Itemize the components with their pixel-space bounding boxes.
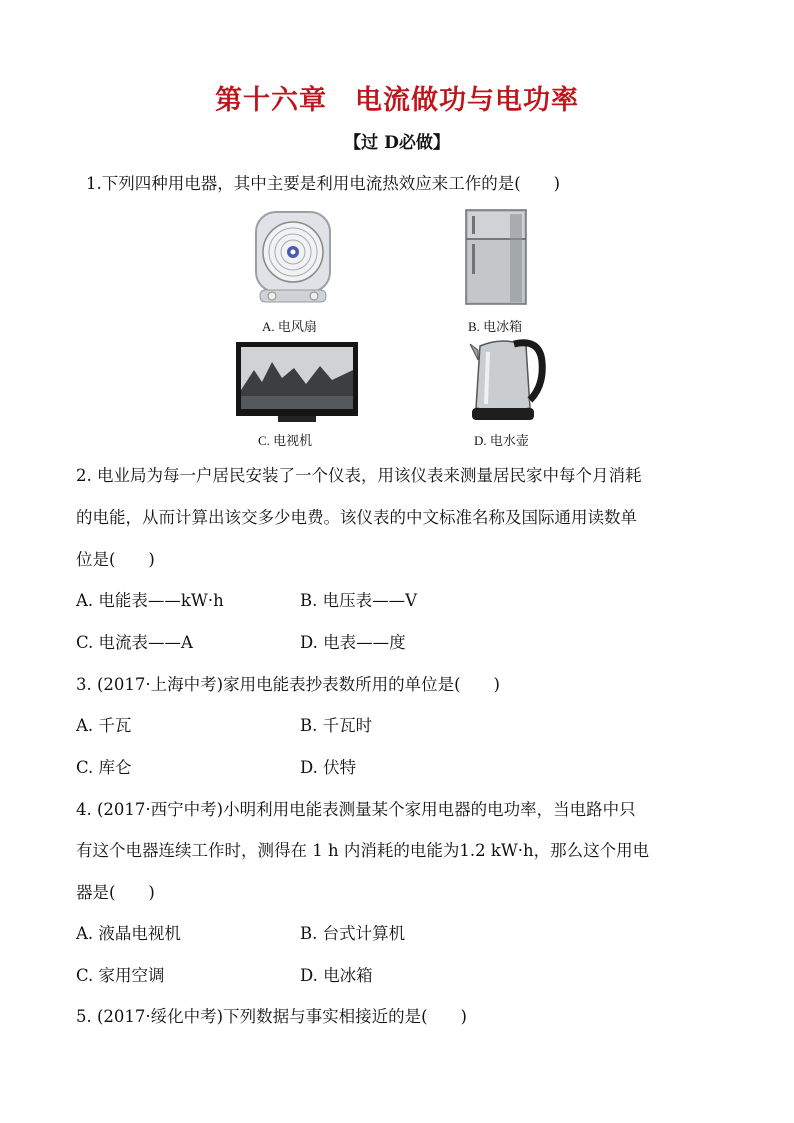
electric-kettle-image	[464, 334, 546, 426]
question-2-option-a: A. 电能表——kW·h	[76, 591, 224, 610]
question-2-option-c: C. 电流表——A	[76, 633, 193, 652]
question-3-option-c: C. 库仑	[76, 758, 132, 777]
question-4-option-a: A. 液晶电视机	[76, 924, 181, 943]
question-5: 5. (2017·绥化中考)下列数据与事实相接近的是( )	[76, 1007, 467, 1026]
question-2-option-d: D. 电表——度	[300, 633, 406, 652]
caption-d: D. 电水壶	[474, 433, 529, 448]
electric-fan-image	[248, 208, 338, 308]
question-4-line-3: 器是( )	[76, 883, 155, 902]
caption-c: C. 电视机	[258, 433, 313, 448]
question-4-option-d: D. 电冰箱	[300, 966, 373, 985]
chapter-title: 第十六章 电流做功与电功率	[215, 85, 579, 116]
question-3-option-b: B. 千瓦时	[300, 716, 373, 735]
question-4-option-b: B. 台式计算机	[300, 924, 406, 943]
question-4-line-1: 4. (2017·西宁中考)小明利用电能表测量某个家用电器的电功率，当电路中只	[76, 800, 636, 819]
question-4-option-c: C. 家用空调	[76, 966, 165, 985]
television-image	[234, 340, 360, 424]
caption-b: B. 电冰箱	[468, 319, 523, 334]
question-4-line-2: 有这个电器连续工作时，测得在 1 h 内消耗的电能为1.2 kW·h，那么这个用电	[76, 841, 650, 860]
question-3-option-d: D. 伏特	[300, 758, 357, 777]
question-3-option-a: A. 千瓦	[76, 716, 132, 735]
question-2-line-3: 位是( )	[76, 550, 155, 569]
question-1: 1.下列四种用电器，其中主要是利用电流热效应来工作的是( )	[86, 174, 561, 193]
question-3: 3. (2017·上海中考)家用电能表抄表数所用的单位是( )	[76, 675, 500, 694]
caption-a: A. 电风扇	[262, 319, 317, 334]
question-2-option-b: B. 电压表——V	[300, 591, 418, 610]
question-2-line-1: 2. 电业局为每一户居民安装了一个仪表，用该仪表来测量居民家中每个月消耗	[76, 466, 642, 485]
question-2-line-2: 的电能，从而计算出该交多少电费。该仪表的中文标准名称及国际通用读数单	[76, 508, 637, 527]
refrigerator-image	[462, 208, 532, 308]
section-subtitle: 【过 D必做】	[344, 133, 450, 153]
